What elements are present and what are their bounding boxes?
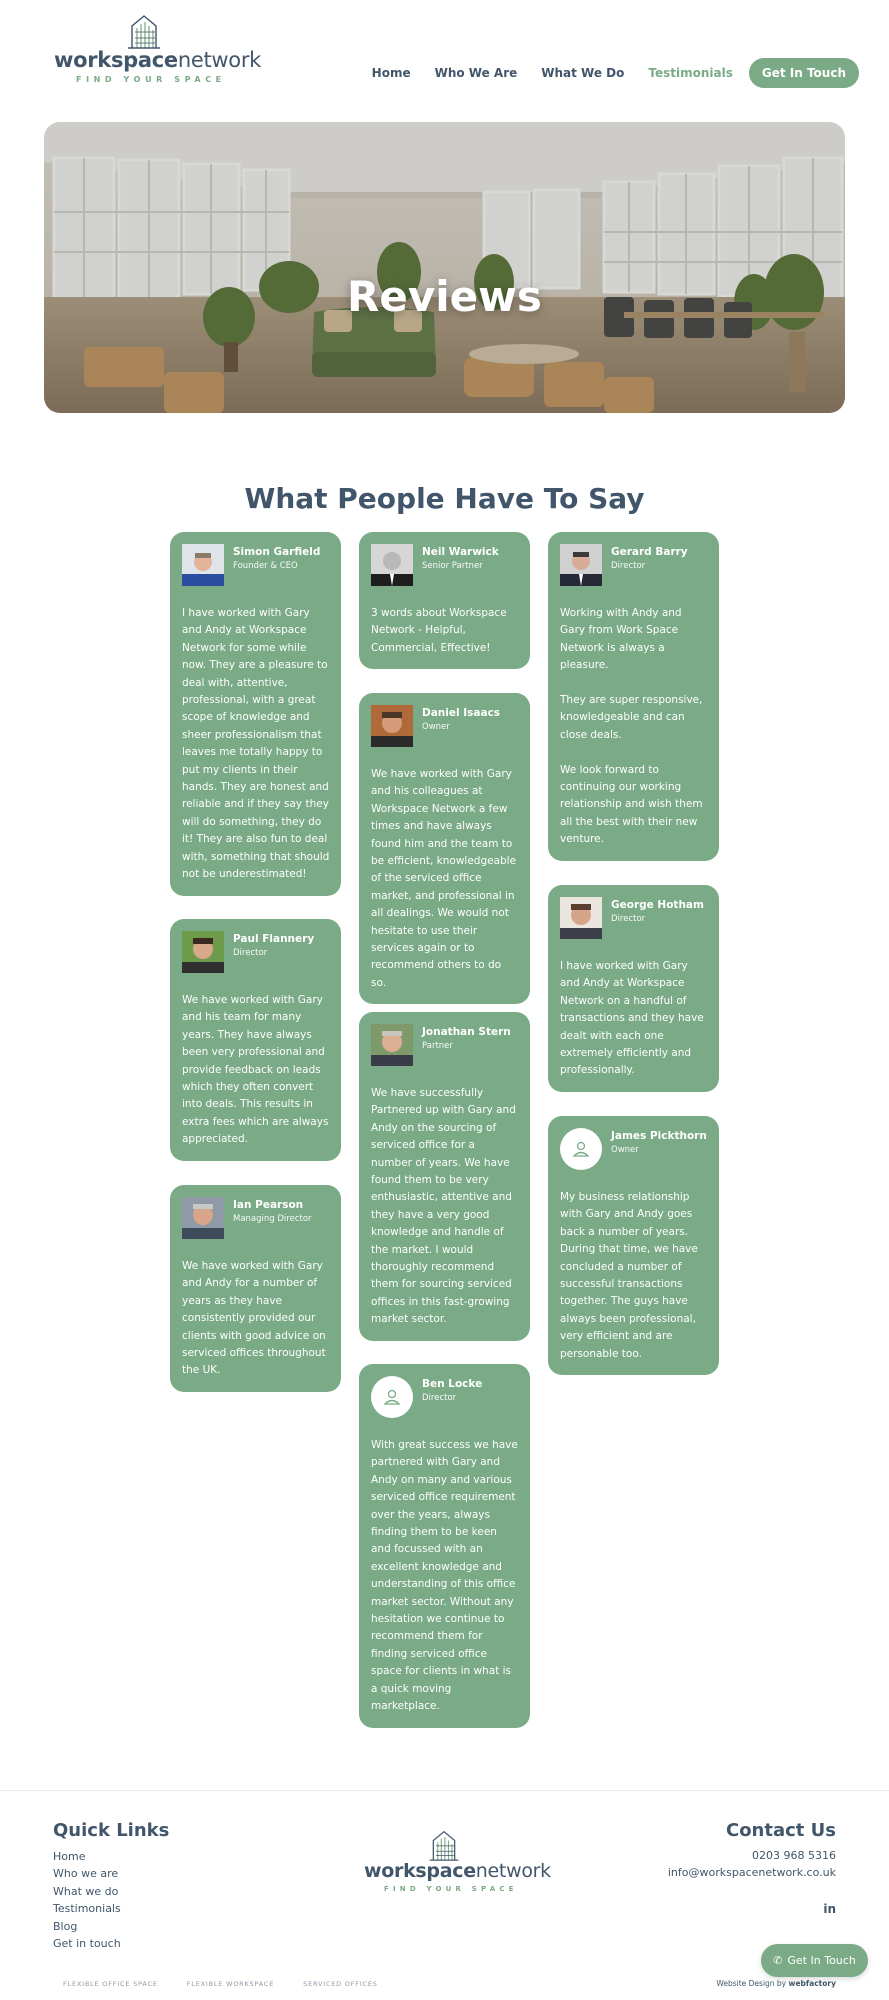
building-logo-icon: [126, 12, 162, 50]
review-card: [359, 532, 530, 669]
seo-link-serviced-offices[interactable]: SERVICED OFFICES: [303, 1980, 378, 1988]
reviewer-photo: [182, 1197, 224, 1239]
seo-link-flexible-workspace[interactable]: FLEXIBLE WORKSPACE: [186, 1980, 275, 1988]
reviewer-name: Gerard Barry: [611, 546, 688, 558]
review-card: [359, 1364, 530, 1728]
linkedin-icon[interactable]: in: [823, 1902, 836, 1916]
reviewer-photo: [182, 931, 224, 973]
seo-link-flexible-office-space[interactable]: FLEXIBLE OFFICE SPACE: [63, 1980, 158, 1988]
phone-icon: ✆: [773, 1954, 783, 1967]
review-card: [548, 1116, 719, 1375]
reviewer-name: Ian Pearson: [233, 1199, 304, 1211]
footer-link-home[interactable]: Home: [53, 1850, 86, 1863]
footer-logo[interactable]: [364, 1828, 551, 1896]
reviewer-name: Paul Flannery: [233, 933, 315, 945]
logo-wordmark: workspacenetwork: [364, 1860, 551, 1882]
reviewer-role: Owner: [611, 1145, 639, 1155]
review-text: Working with Andy and Gary from Work Space Network is always a pleasure. They are super responsive, knowledgeable and can close deals. We look forward to continuing our working relationship and wish them all the best with their new venture.: [560, 607, 703, 846]
reviewer-role: Director: [611, 561, 646, 571]
main-nav: [348, 58, 859, 88]
reviewer-name: Ben Locke: [422, 1378, 483, 1390]
reviewer-photo: [560, 1128, 602, 1170]
quick-links-title: Quick Links: [53, 1820, 170, 1841]
nav-what-we-do[interactable]: What We Do: [541, 66, 625, 80]
user-placeholder-icon: [371, 1376, 413, 1418]
reviewer-role: Owner: [422, 722, 450, 732]
user-placeholder-icon: [560, 1128, 602, 1170]
footer-link-blog[interactable]: Blog: [53, 1919, 78, 1933]
footer-link-get-in-touch[interactable]: Get in touch: [53, 1937, 121, 1951]
nav-home[interactable]: Home: [371, 66, 411, 80]
footer-link-testimonials[interactable]: Testimonials: [53, 1902, 121, 1916]
floating-cta-label: Get In Touch: [787, 1954, 856, 1967]
reviewer-name: James Pickthorn: [611, 1130, 707, 1142]
review-text: We have worked with Gary and his colleagues at Workspace Network a few times and have always found him and the team to be efficient, knowledgeable of the serviced office market, and professional in all dealings. We would not hesitate to use their services again or to recommend others to do so.: [371, 768, 517, 989]
website-credit[interactable]: Website Design by webfactory: [716, 1979, 836, 1988]
reviewer-role: Director: [233, 948, 268, 958]
building-logo-icon: [428, 1828, 460, 1862]
floating-get-in-touch-button[interactable]: [761, 1944, 868, 1977]
reviewer-photo: [560, 897, 602, 939]
review-text: I have worked with Gary and Andy at Workspace Network for some while now. They are a pleasure to deal with, attentive, professional, with a great scope of knowledge and sheer professionalism that leaves me totally happy to put my clients in their hands. They are honest and reliable and if they say they will do something, they do it! They are also fun to deal with, something that should not be underestimated!: [182, 607, 330, 881]
reviewer-photo: [371, 544, 413, 586]
review-card: [548, 532, 719, 861]
review-card: [170, 919, 341, 1161]
quick-links-list: [53, 1848, 121, 1952]
review-text: With great success we have partnered with Gary and Andy on many and various serviced office requirement over the years, always finding them to be keen and focussed with an excellent knowledge and understanding of this office market sector. Without any hesitation we continue to recommend them for finding serviced office space for clients in what is a quick moving marketplace.: [371, 1439, 518, 1713]
logo-wordmark: workspacenetwork: [54, 48, 262, 72]
reviewer-photo: [371, 1376, 413, 1418]
contact-email[interactable]: info@workspacenetwork.co.uk: [667, 1866, 836, 1879]
review-card: [359, 1012, 530, 1341]
review-card: [548, 885, 719, 1092]
reviewer-role: Director: [611, 914, 646, 924]
contact-phone[interactable]: 0203 968 5316: [752, 1849, 836, 1862]
hero-title: Reviews: [347, 272, 542, 321]
reviewer-name: Jonathan Stern: [422, 1026, 511, 1038]
reviewer-name: Daniel Isaacs: [422, 707, 501, 719]
site-header: [0, 0, 889, 110]
review-text: We have worked with Gary and Andy for a number of years as they have consistently provided our clients with good advice on serviced offices throughout the UK.: [182, 1260, 326, 1377]
reviewer-role: Founder & CEO: [233, 561, 298, 571]
review-text: We have worked with Gary and his team for many years. They have always been very professional and provide feedback on leads which they often convert into deals. This results in extra fees which are always appreciated.: [182, 994, 329, 1146]
contact-title: Contact Us: [725, 1820, 836, 1841]
logo-tagline: FIND YOUR SPACE: [76, 75, 226, 84]
get-in-touch-button[interactable]: Get In Touch: [749, 58, 859, 88]
footer-divider: [0, 1790, 889, 1791]
reviewer-role: Managing Director: [233, 1214, 312, 1224]
nav-who-we-are[interactable]: Who We Are: [434, 66, 518, 80]
footer-link-what-we-do[interactable]: What we do: [53, 1884, 119, 1898]
reviewer-name: Neil Warwick: [422, 546, 499, 558]
reviewer-photo: [371, 705, 413, 747]
reviewer-photo: [560, 544, 602, 586]
seo-links: [63, 1980, 407, 1988]
reviewer-name: Simon Garfield: [233, 546, 321, 558]
hero-banner: [44, 122, 845, 413]
review-card: [170, 1185, 341, 1392]
logo-tagline: FIND YOUR SPACE: [384, 1885, 518, 1893]
reviewer-role: Partner: [422, 1041, 453, 1051]
reviewer-role: Senior Partner: [422, 561, 483, 571]
reviewer-name: George Hotham: [611, 899, 704, 911]
section-title: What People Have To Say: [244, 482, 645, 515]
review-text: My business relationship with Gary and Andy goes back a number of years. During that time, we have concluded a number of successful transactions together. The guys have always been professional, very efficient and are personable too.: [560, 1191, 698, 1360]
footer-link-who-we-are[interactable]: Who we are: [53, 1867, 119, 1881]
reviewer-photo: [371, 1024, 413, 1066]
reviewer-photo: [182, 544, 224, 586]
review-text: I have worked with Gary and Andy at Workspace Network on a handful of transactions and they have dealt with each one extremely efficiently and professionally.: [560, 960, 704, 1077]
site-logo[interactable]: [54, 12, 262, 88]
review-card: [170, 532, 341, 896]
review-card: [359, 693, 530, 1004]
review-text: 3 words about Workspace Network - Helpful, Commercial, Effective!: [371, 607, 507, 654]
review-text: We have successfully Partnered up with Gary and Andy on the sourcing of serviced office for a number of years. We have found them to be very enthusiastic, attentive and they have a very good knowledge and handle of the market. I would thoroughly recommend them for sourcing serviced offices in this fast-growing market sector.: [371, 1087, 516, 1326]
reviewer-role: Director: [422, 1393, 457, 1403]
nav-testimonials[interactable]: Testimonials: [648, 66, 733, 80]
